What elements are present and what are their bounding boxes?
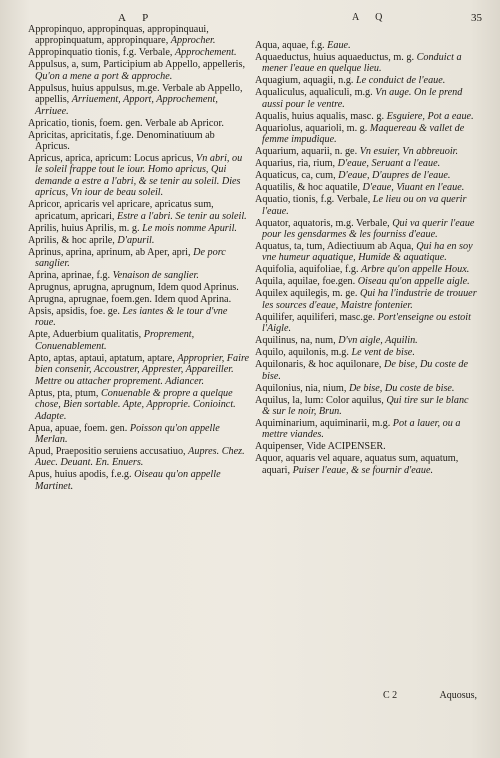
latin-headword: Aquilifer, aquiliferi, masc.ge. (255, 311, 376, 323)
dictionary-entry (255, 241, 477, 264)
latin-headword: Aquilonaris, & hoc aquilonare, (255, 359, 382, 371)
dictionary-entry (255, 158, 477, 169)
dictionary-entry (255, 123, 477, 146)
latin-headword: Aquipenser, Vide ACIPENSER. (255, 441, 386, 453)
french-gloss: Le vent de bise. (351, 347, 415, 359)
latin-headword: Aquiminarium, aquiminarii, m.g. (255, 418, 391, 430)
latin-headword: Aprilis, huius Aprilis, m. g. (28, 222, 140, 234)
french-gloss: Poisson qu'on appelle Merlan. (35, 422, 220, 445)
latin-headword: Aquilinus, na, num, (255, 335, 336, 347)
latin-headword: Aquor, aquaris vel aquare, aquatus sum, aquatum, aquari, (255, 453, 459, 476)
dictionary-entry (255, 395, 477, 418)
dictionary-entry (28, 270, 250, 281)
french-gloss: De porc sanglier. (35, 246, 226, 270)
french-gloss: Qui ha l'industrie de trouuer les sources d'eaue, Maistre fontenier. (262, 288, 477, 311)
french-gloss: D'eaue, Seruant a l'eaue. (337, 158, 441, 170)
dictionary-entry (28, 446, 250, 469)
french-gloss: Oiseau qu'on appelle aigle. (357, 276, 470, 288)
french-gloss: Vn esuier, Vn abbreuoir. (359, 146, 459, 158)
french-gloss: Arbre qu'on appelle Houx. (361, 264, 470, 276)
dictionary-entry (28, 24, 250, 47)
dictionary-entry (28, 247, 250, 270)
dictionary-entry (255, 418, 477, 441)
french-gloss: Conuenable & propre a quelque chose, Bien sortable. Apte, Approprie. Conioinct. Adapte. (35, 387, 236, 422)
latin-headword: Aquila, aquilae, foe.gen. (255, 276, 356, 288)
dictionary-entry (255, 111, 477, 122)
french-gloss: Vn auge. On le prend aussi pour le ventre. (262, 87, 463, 110)
dictionary-entry (255, 182, 477, 193)
latin-headword: Aprugna, aprugnae, foem.gen. Idem quod Aprina. (28, 294, 232, 306)
dictionary-entry (255, 347, 477, 358)
french-gloss: Approcher. (170, 35, 216, 47)
dictionary-entry (255, 52, 477, 75)
french-gloss: Oiseau qu'on appelle Martinet. (35, 469, 221, 492)
french-gloss: Venaison de sanglier. (112, 270, 199, 282)
latin-headword: Aprugnus, aprugna, aprugnum, Idem quod Aprinus. (28, 282, 239, 294)
dictionary-entry (28, 130, 250, 153)
dictionary-entry (255, 146, 477, 157)
dictionary-entry (28, 199, 250, 222)
latin-headword: Appropinquatio tionis, f.g. Verbale, (28, 47, 173, 59)
latin-headword: Aquifolia, aquifoliae, f.g. (255, 264, 359, 276)
french-gloss: Estre a l'abri. Se tenir au soleil. (117, 210, 247, 222)
latin-headword: Apto, aptas, aptaui, aptatum, aptare, (28, 352, 175, 364)
french-gloss: Pot a lauer, ou a mettre viandes. (262, 418, 461, 441)
latin-headword: Aquilo, aquilonis, m.g. (255, 347, 349, 359)
latin-headword: Aprinus, aprina, aprinum, ab Aper, apri, (28, 246, 191, 258)
dictionary-entry (255, 170, 477, 181)
french-gloss: Conduict a mener l'eaue en quelque lieu. (262, 52, 462, 75)
french-gloss: Qu'on a mene a port & approche. (35, 70, 173, 82)
dictionary-entry (255, 441, 477, 452)
french-gloss: Le lieu ou on va querir l'eaue. (262, 194, 467, 217)
latin-headword: Aquatus, ta, tum, Adiectiuum ab Aqua, (255, 241, 414, 253)
french-gloss: D'eaue, Viuant en l'eaue. (362, 182, 465, 194)
latin-headword: Apricus, aprica, apricum: Locus apricus, (28, 153, 194, 165)
dictionary-entry (28, 469, 250, 492)
latin-headword: Aquariolus, aquarioli, m. g. (255, 122, 368, 134)
dictionary-entry (28, 306, 250, 329)
latin-headword: Apud, Praepositio seruiens accusatiuo, (28, 445, 186, 457)
french-gloss: Qui va querir l'eaue pour les gensdarmes & les fourniss d'eaue. (262, 217, 475, 241)
latin-headword: Apua, apuae, foem. gen. (28, 422, 128, 434)
latin-headword: Aprilis, & hoc aprile, (28, 234, 115, 246)
french-gloss: Approprier, Faire bien consenir, Accoustrer, Apprester, Appareiller. Mettre ou attacher proprement. Adiancer. (35, 352, 250, 387)
french-gloss: Eaue. (327, 40, 351, 51)
dictionary-entry (255, 218, 477, 241)
dictionary-entry (255, 288, 477, 311)
dictionary-entry (255, 75, 477, 86)
dictionary-entry (28, 59, 250, 82)
dictionary-entry (255, 87, 477, 110)
latin-headword: Aquarius, ria, rium, (255, 158, 336, 170)
french-gloss: D'eaue, D'aupres de l'eaue. (338, 170, 451, 182)
latin-headword: Aquator, aquatoris, m.g. Verbale, (255, 217, 390, 229)
french-gloss: D'apuril. (117, 234, 155, 246)
page-number: 35 (471, 12, 482, 24)
left-column (28, 24, 250, 493)
latin-headword: Aquarium, aquarii, n. ge. (255, 146, 358, 158)
latin-headword: Aquaeductus, huius aquaeductus, m. g. (255, 52, 415, 63)
dictionary-entry (28, 353, 250, 387)
dictionary-entry (255, 312, 477, 335)
dictionary-entry (28, 282, 250, 293)
dictionary-entry (28, 118, 250, 129)
latin-headword: Appulsus, huius appulsus, m.ge. Verbale ab Appello, appellis, (28, 82, 243, 106)
french-gloss: Approchement. (174, 47, 237, 59)
latin-headword: Aquilex aquilegis, m. ge. (255, 288, 358, 300)
latin-headword: Apsis, apsidis, foe. ge. (28, 306, 120, 318)
dictionary-entry (255, 359, 477, 382)
dictionary-entry (255, 276, 477, 287)
running-head-left: A P (118, 12, 156, 24)
latin-headword: Aqualiculus, aqualiculi, m.g. (255, 87, 373, 99)
french-gloss: Le mois nomme Apuril. (142, 222, 237, 234)
latin-headword: Aquilonius, nia, nium, (255, 382, 347, 394)
latin-headword: Aquilus, la, lum: Color aquilus, (255, 394, 384, 406)
latin-headword: Apricitas, apricitatis, f.ge. Denominatiuum ab Apricus. (28, 129, 215, 153)
running-head-right: A Q (352, 12, 390, 23)
french-gloss: Puiser l'eaue, & se fournir d'eaue. (292, 464, 434, 476)
dictionary-entry (255, 453, 477, 476)
latin-headword: Apte, Aduerbium qualitatis, (28, 329, 142, 341)
dictionary-entry (28, 388, 250, 422)
french-gloss: Qui ha en soy vne humeur aquatique, Humide & aquatique. (262, 241, 473, 264)
latin-headword: Aprina, aprinae, f.g. (28, 270, 111, 282)
latin-headword: Aquaticus, ca, cum, (255, 170, 336, 182)
dictionary-entry (255, 383, 477, 394)
dictionary-entry (28, 223, 250, 234)
french-gloss: D'vn aigle, Aquilin. (338, 335, 418, 347)
latin-headword: Aquatio, tionis, f.g. Verbale, (255, 194, 371, 206)
latin-headword: Apus, huius apodis, f.e.g. (28, 469, 132, 481)
latin-headword: Appulsus, a, sum, Participium ab Appello, appelleris, (28, 59, 246, 71)
french-gloss: Proprement, Conuenablement. (35, 329, 195, 352)
dictionary-entry (255, 335, 477, 346)
latin-headword: Apricor, apricaris vel apricare, apricatus sum, apricatum, apricari, (28, 199, 214, 222)
dictionary-entry (28, 153, 250, 199)
french-gloss: Arriuement, Apport, Approchement, Arriuee. (35, 94, 218, 117)
catchword: Aquosus, (439, 690, 477, 701)
latin-headword: Aqua, aquae, f.g. (255, 40, 325, 51)
french-gloss: Vn abri, ou le soleil frappe tout le iour. Homo apricus, Qui demande a estre a l'abri, & se tenir au soleil. Dies apricus, Vn iour de beau soleil. (35, 153, 243, 199)
page-footer (255, 690, 477, 706)
latin-headword: Apricatio, tionis, foem. gen. Verbale ab Apricor. (28, 117, 224, 129)
french-gloss: Maquereau & vallet de femme impudique. (262, 122, 465, 146)
dictionary-entry (28, 235, 250, 246)
dictionary-entry (255, 264, 477, 275)
french-gloss: De bise, Du coste de bise. (348, 382, 455, 394)
dictionary-entry (28, 294, 250, 305)
dictionary-entry (28, 47, 250, 58)
french-gloss: Port'enseigne ou estoit l'Aigle. (262, 311, 471, 335)
french-gloss: Qui tire sur le blanc & sur le noir, Brun. (262, 394, 469, 418)
french-gloss: De bise, Du coste de bise. (262, 359, 469, 382)
french-gloss: Aupres. Chez. Auec. Deuant. En. Enuers. (35, 445, 245, 469)
right-column (255, 40, 477, 477)
french-gloss: Les iantes & le tour d'vne roue. (35, 306, 228, 329)
french-gloss: Esguiere, Pot a eaue. (386, 110, 474, 122)
latin-headword: Aquagium, aquagii, n.g. (255, 75, 354, 87)
signature-mark: C 2 (383, 690, 398, 701)
dictionary-entry (28, 329, 250, 352)
latin-headword: Aptus, pta, ptum, (28, 387, 99, 399)
dictionary-entry (255, 194, 477, 217)
latin-headword: Appropinquo, appropinquas, appropinquaui, appropinquatum, appropinquare, (28, 24, 209, 47)
dictionary-entry (28, 83, 250, 117)
dictionary-entry (28, 423, 250, 446)
latin-headword: Aquatilis, & hoc aquatile, (255, 182, 360, 194)
dictionary-entry (255, 40, 477, 51)
french-gloss: Le conduict de l'eaue. (356, 75, 446, 87)
latin-headword: Aqualis, huius aqualis, masc. g. (255, 110, 385, 122)
